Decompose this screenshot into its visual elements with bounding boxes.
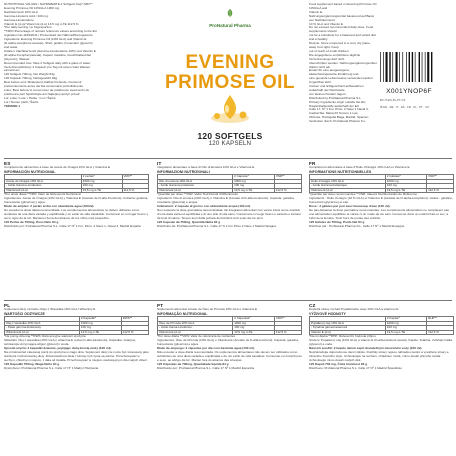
- nutrition-table: [309, 174, 454, 193]
- table-cell: Vitamina E (d-α): [158, 188, 233, 193]
- usage-text: Modo de emprego: 2 cápsulas por dia com bastante água (100 ml).: [157, 346, 255, 350]
- distributor-text: Dystrybutor: ProNatural Pharma S.L. Calle 17 Nº 1 Madryt Hiszpania: [4, 365, 99, 370]
- info-line: **NRV=Percentage of nutrient reference values according to the EU: [4, 29, 97, 34]
- distributor-text: Distribuito da: ProNatural Pharma S.L. Calle 17 N 1 Km Pinto 2 Nave 1 Madrid Spagna: [157, 223, 276, 228]
- barcode-bar: [386, 52, 388, 82]
- oil-drops-icon: [207, 91, 253, 127]
- table-cell: - Ácido Gamma-Linolénico: [5, 184, 82, 189]
- barcode-bar: [399, 52, 400, 82]
- barcode-bar: [389, 52, 390, 82]
- section-intro: Complemento alimenticio a base de Aceite de Onagra 10% GLA y Vitamina E: [4, 165, 111, 169]
- table-cell: Witamina E (d-α): [5, 330, 80, 335]
- net-weight: 120 Cápsulas de 700mg, Quantidade líquida 84 g: [157, 361, 229, 366]
- table-cell: 1000 mg: [79, 321, 121, 326]
- info-line: eine gesunde Lebensweise verwendet werden. Ungeöffnet kühl,: [309, 76, 374, 85]
- ingredients-text: Ingredientes: Aceite de Onagra (10% GLA) y Vitamina E (Acetato de D-alfa-Tocoferol). Cubierta: gelatina, humectante (glicerina) y agua.: [4, 196, 149, 205]
- distributor-text: Distribué par : ProNatural Pharma S.L. Calle 17 Nº 1 Madrid Espagne: [309, 223, 405, 228]
- table-notes: *Quantité par dose recommandée **VNR: Valeurs Nutritionnelles de Référence: [309, 192, 418, 197]
- info-line: Nachtkerzenöl 10% GLA: [4, 9, 38, 14]
- info-line: regulation No.1169/2011 / Prozentsatz der Nährstoffbezugswerte: [4, 33, 93, 38]
- language-code: PT: [157, 303, 164, 308]
- divider: [4, 158, 452, 159]
- table-notes: *Por dose diária **VRN: Valor de referência de nutrientes: [157, 334, 236, 339]
- barcode-bar: [380, 52, 381, 82]
- net-weight: 120 Perlas de 700mg, Peso Neto 84 g: [4, 219, 59, 224]
- info-line: Zutaten: Nachtkerzenöl (Gamma-Linolensäure 10%) und Vitamin E: [4, 48, 96, 53]
- barcode-number: X001YNOP6F: [386, 88, 432, 95]
- product-face: [158, 3, 302, 153]
- distributor-text: Distribuce: ProNatural Pharma S.L. Calle 17 Nº 1 Madrid Španělsko: [309, 365, 402, 370]
- table-notes: *Na porcję dzienną **RWS: Referencyjne wartości spożycia: [4, 334, 86, 339]
- leaf-icon: [225, 8, 235, 18]
- info-line: entro: Best before/ A consommer de préférence avant la fin de: [4, 87, 90, 92]
- info-line: Best before end: Mindestens haltbar bis Ende: Consumir: [4, 80, 82, 85]
- info-line: 120 Softgels 700mg, Net Weight 84g: [4, 72, 55, 77]
- brand-logo: [198, 5, 262, 35]
- info-line: überschritten werden. Nahrungsergänzungsmittel dürfen nicht als: [309, 60, 377, 69]
- table-header-cell: 2 Kapsułki*: [79, 316, 121, 321]
- table-cell: 112,5 %: [121, 330, 148, 335]
- info-line: 120 Kapseln 700mg, Nettogewicht 84g: [4, 76, 58, 81]
- section-intro: Integratore alimentare a base di Olio di Enotera 10% GLA e Vitamina E: [157, 165, 255, 169]
- language-code: ES: [4, 161, 11, 166]
- info-line: Vitamin E.: [309, 9, 324, 14]
- usage-text: Návod k použití: 2 kapsle denně zapít dostatečným množstvím vody (100 ml).: [309, 346, 423, 350]
- product-title-line1: EVENING: [185, 52, 275, 73]
- info-line: Oficinas, Hartogulla Baga, Madrid, Spanien: [309, 115, 369, 120]
- info-line: Verzehrempfehlung: 2 Kapseln pro Tag mit einem Glas Wasser: [4, 64, 91, 69]
- usage-text: Sposób użycia: 2 kapsułki dziennie, popijając dużą ilością wody (100 ml).: [4, 346, 112, 350]
- language-section-es: [4, 161, 149, 297]
- table-cell: - Kwas gamma-linolenowy: [5, 326, 80, 331]
- info-line: einnehmen.: [4, 68, 21, 73]
- info-line: 10 % GLA und Vitamin E: [309, 21, 343, 26]
- table-header-cell: 2 Capsule*: [233, 174, 275, 179]
- warning-text: Não exceder a dose diária recomendada. Os suplementos alimentares não devem ser utilizados como substitutos de uma dieta variada e equilibrada e de um estilo de vida saudável. Conservar em local fresco e seco, ao abrigo da luz. Manter fora do alcance das crianças.: [157, 349, 302, 362]
- table-cell: 100 mg: [385, 184, 426, 189]
- barcode-bar: [396, 52, 398, 82]
- ingredients-text: Składniki: Olej z wiesiołka (10% GLA) i witamina E (octan D-alfa-tokoferolu). Kapsułka: żelatyna, substancja utrzymująca wilgoć (glicerol) i woda.: [4, 338, 136, 347]
- barcode-bar: [409, 52, 410, 82]
- info-line: preferentemente antes de/ Da consumarsi preferibilmente: [4, 84, 84, 89]
- language-code: FR: [309, 161, 316, 166]
- brand-name: ProNatural Pharma: [209, 23, 251, 28]
- table-header-cell: VNR**: [274, 174, 301, 179]
- table-cell: 13,5 mg α-TE: [81, 188, 122, 193]
- nutrition-heading: INFORMAZIONI NUTRIZIONALI: [157, 169, 210, 174]
- info-line: lifestyle. Store unopened in a cool, dry place, away from light. Keep: [309, 41, 371, 49]
- section-intro: Complément alimentaire à base d'Huile d'Onagre 10% GLA et Vitamine E: [309, 165, 410, 169]
- table-header-cell: VNR**: [427, 174, 454, 179]
- table-cell: 112,5 %: [427, 188, 454, 193]
- barcode-bar: [392, 52, 393, 82]
- info-line: Vertrieben durch: ProNatural Pharma S.L.: [309, 119, 367, 124]
- info-line: von kleinen Kindern lagern.: [309, 91, 347, 96]
- nutrition-heading: WARTOŚCI ODŻYWCZE: [4, 311, 45, 316]
- info-line: (D-alpha-Tocopherylacetat). Kapsel: Gelatine, Feuchthaltemittel: [4, 52, 92, 57]
- nutrition-table: [4, 316, 149, 335]
- table-cell: Vitamine E (d-α): [310, 188, 386, 193]
- info-line: Evening Primrose Oil 10%GLA 1000 mg: [4, 5, 60, 10]
- info-line: Lot: Lotto / Lote: / Partie: / Lot / Šarže:: [4, 95, 57, 100]
- language-section-fr: [309, 161, 454, 297]
- table-cell: 13,5 mg α-TE: [233, 188, 275, 193]
- divider: [4, 300, 452, 301]
- table-header-cell: RHP**: [427, 316, 454, 321]
- info-line: not be a substitute for a balanced and varied diet and a healthy: [309, 33, 376, 42]
- language-section-pt: [157, 303, 302, 453]
- section-intro: Suplemento alimentar à base de Óleo de Prímula 10% GLA e Vitamina E: [157, 307, 258, 311]
- barcode-bar: [383, 52, 384, 82]
- table-header-cell: RWS**: [121, 316, 148, 321]
- barcode-bar: [422, 52, 423, 82]
- table-cell: - Kyselina gama-linolenová: [310, 326, 386, 331]
- product-title-line2: PRIMOSE OIL: [164, 72, 296, 93]
- info-line: Primary Ingredients origin outside the EU.: [309, 99, 367, 104]
- table-cell: 100 mg: [233, 184, 275, 189]
- recycle-info: ♻ EN · DE · IT · ES · FR · PL · PT · CZ: [380, 105, 429, 109]
- nutrition-heading: INFORMATIONS NUTRITIONNELLES: [309, 169, 372, 174]
- nutrition-table: [4, 174, 149, 193]
- softgel-count-de: 120 KAPSELN: [208, 141, 252, 147]
- warning-text: Non superare la dose giornaliera raccomandata. Gli integratori alimentari non vanno intesi come sostituti di una dieta varia ed equilibrata e di uno stile di vita sano. Conservare in luogo fresco e asciutto e lontano da fonti di calore. Tenere fuori dalla portata dei bambini al di sotto dei tre anni.: [157, 207, 302, 220]
- language-section-it: [157, 161, 302, 297]
- table-cell: 100 mg: [233, 326, 275, 331]
- nutrition-table: [157, 174, 302, 193]
- table-cell: Vitamina E (d-α): [5, 188, 82, 193]
- ingredients-text: Ingredienti: Olio di enotera (10% GLA) e Vitamina E (Acetato di D-alfa-tocoferolo). Capsula: gelatina, umettante (glicerina) e acqua.: [157, 196, 295, 205]
- barcode-bar: [402, 52, 403, 82]
- table-cell: - Acide Gamma-linolénique: [310, 184, 386, 189]
- ingredients-text: Složení: Pupalkový olej (10% GLA) a vitamin E (D-alfa-tokoferol acetát). Kapsle: želatina, zvlhčující látka (glycerol) a voda.: [309, 338, 453, 347]
- table-cell: Vitamin E (d-α): [310, 330, 386, 335]
- info-line: Calle 17, Nº 1 Km. Pinto, 2 Nave 1 Naval 3,: [309, 107, 369, 112]
- info-line: Hauptinhaltsstoffe außerhalb der EU: [309, 103, 359, 108]
- warning-text: Nie przekraczać zalecanej porcji do spożycia w ciągu dnia. Suplement diety nie może być stosowany jako substytut zróżnicowanej diety. Zrównoważona dieta i zdrowy tryb życia są ważne. Przechowywać w suchym, chłodnym miejscu, z dala od światła. Przechowywać w miejscu niedostępnym dla małych dzieci.: [4, 349, 149, 362]
- language-code: IT: [157, 161, 162, 166]
- language-section-cz: [309, 303, 454, 453]
- info-line: Nahrungsergänzungsmittel basierend auf Basis von Nachtkerzenöl: [309, 13, 375, 22]
- info-line: Ersatz für eine ausgewogene, abwechslungsreiche Ernährung und: [309, 68, 359, 77]
- table-cell: Pupalkový olej 10% GLA: [310, 321, 386, 326]
- table-header-cell: 2 Gélules*: [385, 174, 426, 179]
- info-line: Distributed by ProNatural Pharma S.L.: [309, 95, 362, 100]
- table-header-cell: VRN**: [122, 174, 148, 179]
- table-cell: 1000 mg: [385, 179, 426, 184]
- warning-text: Ne pas dépasser la dose journalière recommandée. Les compléments alimentaires ne remplacent pas une alimentation équilibrée et variée ni un mode de vie sain. Conserver dans un endroit frais et sec, à l'abri de la lumière. Tenir hors de portée des enfants.: [309, 207, 449, 220]
- table-cell: - Acido Gamma-Linolenico: [158, 184, 233, 189]
- table-cell: 112,5 %: [274, 330, 301, 335]
- table-cell: 100 mg: [81, 184, 122, 189]
- info-line: préférence par/ Spotřebujte do/ Najlepiej spożyć przed/: [4, 91, 80, 96]
- info-line: Ingredients: Evening Primrose Oil (10% GLA) and Vitamin E: [4, 37, 87, 42]
- nutrition-heading: INFORMAÇÃO NUTRICIONAL: [157, 311, 208, 316]
- net-weight: 120 Kapslí 700 mg, Čistá hmotnost 84 g: [309, 361, 368, 366]
- table-cell: 1000 mg: [385, 321, 426, 326]
- info-line: Vitamin E (d-α)/ Vitamin E (d-α) 13.5 mg α-TE 112.5 %: [4, 21, 79, 26]
- ingredients-text: Ingrédients : Huile d'onagre (10 % GLA) et Vitamine E (Acétate de D-alpha-tocophérol). Gélule : gélatine, humectant (glycérine) et eau.: [309, 196, 453, 205]
- table-cell: 100 mg: [385, 326, 426, 331]
- table-header-cell: 2 perlas*: [81, 174, 122, 179]
- info-line: Gamma-Linolenic Acid / 100 mg: [4, 13, 48, 18]
- table-cell: 13,5 mg α-TE: [385, 188, 426, 193]
- nutrition-table: [157, 316, 302, 335]
- table-cell: 100 mg: [79, 326, 121, 331]
- top-left-text: [4, 3, 149, 105]
- nutrition-heading: VÝŽIVOVÉ HODNOTY: [309, 311, 346, 316]
- ingredients-text: Ingredientes: Óleo de Prímula (10% GLA) e Vitamina E (Acetato de D-alfa-tocoferol). Cápsula: gelatina, humectante (glicerina) e água.: [157, 338, 299, 347]
- barcode-bar: [425, 52, 426, 82]
- info-line: Lot / Numer partii / Šarže: [4, 99, 39, 104]
- nutrition-heading: INFORMACIÓN NUTRICIONAL: [4, 169, 56, 174]
- barcode-caption: BC-IT-ES-PL-PT-CZ: [380, 98, 406, 102]
- softgel-count: [158, 131, 302, 147]
- table-cell: 1000 mg: [233, 321, 275, 326]
- info-line: NUTRITIONAL VALUES / NÄHRWERTE 2 Softgels/ Kap* NRV**: [4, 3, 93, 6]
- net-weight: 120 Gélules de 700mg, Poids Net 84 g: [309, 219, 365, 224]
- table-cell: 112,5 %: [122, 188, 148, 193]
- table-cell: 1000 mg: [233, 179, 275, 184]
- table-cell: Olio di enotera 10% GLA: [158, 179, 233, 184]
- barcode-bar: [412, 52, 413, 82]
- table-cell: 13,5 mg α-TE: [233, 330, 275, 335]
- usage-text: Indicazioni: 2 capsule al giorno con abbondante acqua (100 ml).: [157, 204, 251, 208]
- table-header-cell: 2 Kapsle*: [385, 316, 426, 321]
- warning-text: No exceder la dosis diaria recomendada. Los complementos alimenticios no deben utilizarse como sustitutos de una dieta variada y equilibrada y un estilo de vida saludable. Conservar en un lugar fresco y seco, lejos de la luz. Mantener fuera del alcance de los niños más pequeños.: [4, 207, 149, 220]
- barcode: [378, 50, 440, 84]
- info-line: Do not exceed recommended daily dose. Food supplements should: [309, 25, 374, 34]
- barcode-bar: [419, 52, 420, 82]
- lot-code: 70835NO-1: [4, 103, 20, 108]
- info-line: (Glycerin), Wasser.: [4, 56, 31, 61]
- info-line: Food supplement based on Evening Primrose Oil 10%GLA and: [309, 3, 377, 10]
- table-cell: Óleo de Prímula 10% GLA: [158, 321, 233, 326]
- usage-text: Modo de empleo: 2 perlas al día con abundante agua (100ml).: [4, 204, 95, 208]
- distributor-text: Distribuído por: ProNatural Pharma S.L. Calle 17 Nº 1 Madrid Espanha: [157, 365, 255, 370]
- top-right-text: [309, 3, 377, 124]
- info-line: trocken und lichtgeschützt aufbewahren. Außerhalb der Reichweite: [309, 84, 365, 92]
- net-weight: 120 Capsule da 700mg, Quantità Netta 84 g: [157, 219, 221, 224]
- table-cell: 1000 mg: [81, 179, 122, 184]
- nutrition-table: [309, 316, 454, 335]
- barcode-bar: [431, 52, 432, 82]
- table-cell: Aceite de Onagra 10% GLA: [5, 179, 82, 184]
- table-cell: Olej z wiesiołka 10% GLA: [5, 321, 80, 326]
- info-line: and water.: [4, 44, 19, 49]
- warning-text: Nepřekračujte doporučenou denní dávku. Doplňky stravy nejsou náhradou pestré a vyvážené stravy a zdravého životního stylu. Uchovávejte na suchém, chladném místě, mimo dosah přímého světla. Uchovávejte mimo dosah malých dětí.: [309, 349, 449, 362]
- language-code: PL: [4, 303, 11, 308]
- language-section-pl: [4, 303, 149, 453]
- info-line: Gamma-Linolensäure: [4, 17, 34, 22]
- info-line: *Per daily serving / je Tagesportion: [4, 25, 52, 30]
- top-left-panel: [4, 3, 149, 153]
- section-intro: Suplement diety na bazie Oleju z Wiesiołka 10% GLA i Witaminy E: [4, 307, 96, 311]
- net-weight: 120 Kapsułki 700mg, Waga Netto 84 g: [4, 361, 60, 366]
- table-cell: 112,5 %: [274, 188, 301, 193]
- table-cell: 112,5 %: [427, 330, 454, 335]
- info-line: (D-alpha-tocopherol acetate). Shell: gelatin, humectant (glycerin): [4, 41, 93, 46]
- info-line: Capital Sta. Maria 03 Tercero 1 Las,: [309, 111, 359, 116]
- table-cell: Huile d'onagre 10% GLA: [310, 179, 386, 184]
- info-line: Die angegebene empfohlene tägliche Verzehrsmenge darf nicht: [309, 52, 361, 61]
- info-line: Recommended Use: Take 2 Softgels daily with a glass of water.: [4, 60, 91, 65]
- table-cell: 13,5 mg α-TE: [79, 330, 121, 335]
- softgel-count-en: 120 SOFTGELS: [197, 131, 263, 141]
- product-title: [158, 53, 302, 93]
- table-cell: 13,5 mg α-TE: [385, 330, 426, 335]
- info-line: out of reach of small children.: [309, 48, 350, 53]
- usage-text: Dose : 2 gélules par jour avec beaucoup d'eau (100 ml).: [309, 204, 391, 208]
- barcode-bar: [406, 52, 407, 82]
- table-notes: *Por dosis diaria **VRN: Valor de Referencia Nutricional: [4, 192, 81, 197]
- table-header-cell: VRN**: [274, 316, 301, 321]
- table-cell: - Ácido Gama-Linolénico: [158, 326, 233, 331]
- table-notes: *Denní dávka **RHP: Referenční hodnota příjmu: [309, 334, 376, 339]
- table-cell: Vitamina E (d-α): [158, 330, 233, 335]
- language-code: CZ: [309, 303, 316, 308]
- distributor-text: Distribuido por: ProNatural Pharma S.L. Calle 17 Nº 1 Km. Pinto. 2 Nave 1, Naval 3, Madrid España: [4, 223, 141, 228]
- barcode-bar: [427, 52, 429, 82]
- table-header-cell: 2 Cápsulas*: [233, 316, 275, 321]
- table-notes: *Quantità per dose **VNR: Valori Nutrizionali di Riferimento: [157, 192, 239, 197]
- section-intro: Doplněk stravy na bázi Pupalkového oleje 10% GLA a vitamínu E: [309, 307, 399, 311]
- barcode-bar: [415, 52, 416, 82]
